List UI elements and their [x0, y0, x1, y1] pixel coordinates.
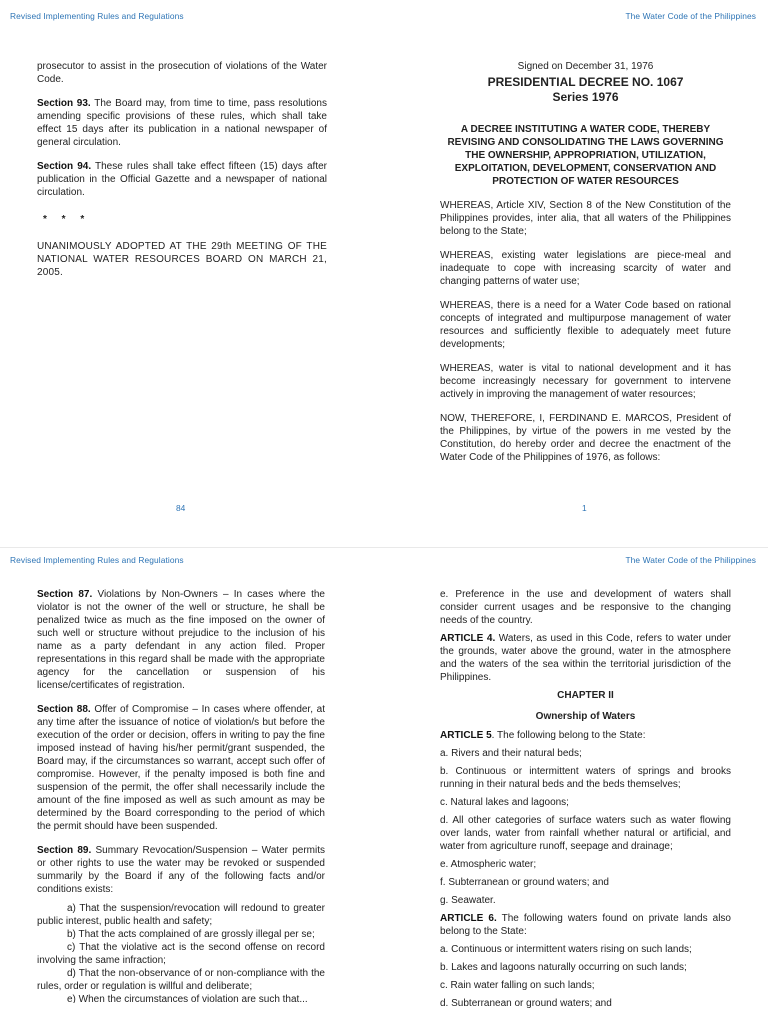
chapter-heading: CHAPTER II — [557, 690, 614, 701]
section-89 — [37, 844, 325, 896]
running-header-left: Revised Implementing Rules and Regulations — [10, 11, 184, 21]
article-5-text: . The following belong to the State: — [491, 730, 646, 741]
section-89-item-e: e) When the circumstances of violation are such that... — [67, 994, 308, 1003]
section-88-label: Section 88. — [37, 704, 91, 715]
left-page-body — [37, 588, 325, 1003]
article-6-label: ARTICLE 6. — [440, 913, 497, 924]
decree-title: PRESIDENTIAL DECREE NO. 1067 — [487, 75, 684, 89]
running-header-right: The Water Code of the Philippines — [625, 11, 756, 21]
list-item: b. Lakes and lagoons naturally occurring on such lands; — [440, 962, 687, 973]
list-item: g. Seawater. — [440, 895, 496, 906]
bottom-page-spread — [0, 547, 768, 1024]
section-89-item-d: d) That the non-observance of or non-compliance with the rules, order or regulation is willful and deliberate; — [37, 968, 325, 992]
list-item: c. Rain water falling on such lands; — [440, 980, 595, 991]
whereas-clause-4: WHEREAS, water is vital to national development and it has become increasingly necessary for government to intervene actively in improving the management of water resources; — [440, 363, 731, 400]
section-94 — [37, 160, 327, 199]
list-item: f. Subterranean or ground waters; and — [440, 877, 609, 888]
list-item: d. All other categories of surface waters such as water flowing over lands, water from rainfall whether natural or artificial, and water from agriculture runoff, seepage and drainage; — [440, 815, 731, 852]
whereas-clause-1: WHEREAS, Article XIV, Section 8 of the New Constitution of the Philippines provides, inter alia, that all waters of the Philippines belong to the State; — [440, 200, 731, 237]
section-divider-stars: * * * — [43, 214, 91, 225]
enacting-clause: NOW, THEREFORE, I, FERDINAND E. MARCOS, President of the Philippines, by virtue of the powers in me vested by the Constitution, do hereby order and decree the enactment of the Water Code of the Philippines of 1976, as follows: — [440, 413, 731, 463]
section-94-text: These rules shall take effect fifteen (15) days after publication in the Official Gazette and a newspaper of national circulation. — [37, 161, 327, 198]
section-93-text: The Board may, from time to time, pass resolutions amending specific provisions of these rules, which shall take effect 15 days after its publication in a national newspaper of general circulation. — [37, 98, 327, 148]
section-88-text: Offer of Compromise – In cases where offender, at any time after the issuance of notice of violation/s but before the execution of the order or decision, offers in writing to pay the fine imposed instead of having his/her permit/grant suspended, the Board may, if the circumstances so warrant, accept such offer of compromise. However, if the penalty imposed is both fine and suspension of the permit, the offer shall necessarily include the amount of the fine imposed as well as such amount as may be determined by the Board corresponding to the period of which the permit should have been suspended. — [37, 704, 325, 832]
section-93-label: Section 93. — [37, 98, 91, 109]
whereas-clause-3: WHEREAS, there is a need for a Water Code based on rational concepts of integrated and multipurpose management of water resources and sufficiently flexible to adequately meet future developments; — [440, 300, 731, 350]
list-item: e. Atmospheric water; — [440, 859, 537, 870]
whereas-clause-2: WHEREAS, existing water legislations are piece-meal and inadequate to cope with increasing scarcity of water and changing patterns of water use; — [440, 250, 731, 287]
page-number-right: 1 — [582, 503, 587, 513]
list-item: c. Natural lakes and lagoons; — [440, 797, 569, 808]
section-89-item-b: b) That the acts complained of are grossly illegal per se; — [67, 929, 315, 940]
article-5 — [440, 729, 731, 742]
article-6-text: The following waters found on private lands also belong to the State: — [440, 913, 731, 937]
article-4 — [440, 632, 731, 684]
list-item: b. Continuous or intermittent waters of springs and brooks running in their natural beds and the beds themselves; — [440, 766, 731, 790]
list-item: d. Subterranean or ground waters; and — [440, 998, 612, 1009]
adoption-statement: UNANIMOUSLY ADOPTED AT THE 29th MEETING OF THE NATIONAL WATER RESOURCES BOARD ON MARCH 21, 2005. — [37, 241, 327, 278]
list-item: a. Continuous or intermittent waters rising on such lands; — [440, 944, 692, 955]
section-94-label: Section 94. — [37, 161, 92, 172]
article-5-label: ARTICLE 5 — [440, 730, 492, 741]
section-87 — [37, 588, 325, 692]
decree-series: Series 1976 — [552, 90, 619, 104]
section-87-label: Section 87. — [37, 589, 93, 600]
left-page-body — [37, 60, 327, 290]
section-93 — [37, 97, 327, 149]
article-3-item-e: e. Preference in the use and development of waters shall consider current usages and be responsive to the changing needs of the country. — [440, 589, 731, 626]
section-87-text: Violations by Non-Owners – In cases where the violator is not the owner of the well or structure, he shall be penalized twice as much as the fine imposed on the owner of such well or structure without prejudice to the inclusion of his name as a party defendant in any action filed. Proper representations in this regard shall be made with the appropriate agency for the cancellation or suspension of his license/certificates of registration. — [37, 589, 325, 691]
list-item: a. Rivers and their natural beds; — [440, 748, 582, 759]
section-89-label: Section 89. — [37, 845, 92, 856]
running-header-right: The Water Code of the Philippines — [625, 555, 756, 565]
article-4-label: ARTICLE 4. — [440, 633, 496, 644]
chapter-title: Ownership of Waters — [535, 711, 636, 722]
right-page-body — [440, 60, 731, 475]
article-4-text: Waters, as used in this Code, refers to water under the grounds, water above the ground, water in the atmosphere and the waters of the sea within the territorial jurisdiction of the Philippines. — [440, 633, 731, 683]
right-page-body — [440, 588, 731, 1015]
section-89-item-c: c) That the violative act is the second offense on record involving the same infraction; — [37, 942, 325, 966]
signed-date: Signed on December 31, 1976 — [517, 61, 654, 72]
article-6 — [440, 912, 731, 938]
section-88 — [37, 703, 325, 833]
section-89-item-a: a) That the suspension/revocation will redound to greater public interest, public health and safety; — [37, 903, 325, 927]
running-header-left: Revised Implementing Rules and Regulations — [10, 555, 184, 565]
continued-paragraph: prosecutor to assist in the prosecution of violations of the Water Code. — [37, 61, 327, 85]
page-number-left: 84 — [176, 503, 186, 513]
decree-subject: A DECREE INSTITUTING A WATER CODE, THEREBY REVISING AND CONSOLIDATING THE LAWS GOVERNING THE OWNERSHIP, APPROPRIATION, UTILIZATION, EXPLOITATION, DEVELOPMENT, CONSERVATION AND PROTECTION OF WATER RESOURCES — [447, 124, 724, 187]
section-89-text: Summary Revocation/Suspension – Water permits or other rights to use the water may be revoked or suspended summarily by the Board if any of the following facts and/or conditions exists: — [37, 845, 325, 895]
